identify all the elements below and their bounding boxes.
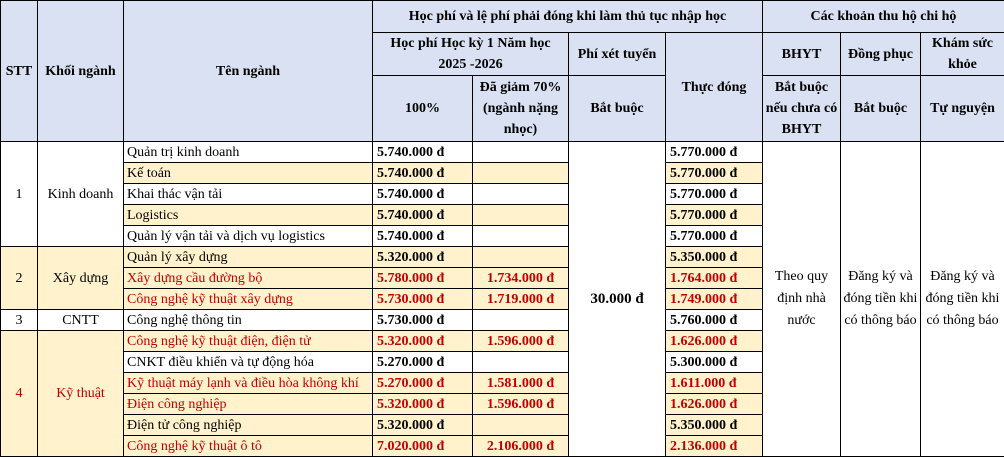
fee-actual: 5.760.000 đ xyxy=(666,310,763,331)
header-collect-group: Các khoản thu hộ chi hộ xyxy=(763,1,1004,33)
fee-full: 5.740.000 đ xyxy=(373,184,473,205)
group-stt: 2 xyxy=(1,247,38,310)
fee-reduced xyxy=(473,142,569,163)
major-name: Logistics xyxy=(124,205,373,226)
fee-actual: 5.770.000 đ xyxy=(666,184,763,205)
major-name: Quản trị kinh doanh xyxy=(124,142,373,163)
fee-full: 5.270.000 đ xyxy=(373,352,473,373)
fee-full: 5.740.000 đ xyxy=(373,205,473,226)
group-name: Kinh doanh xyxy=(38,142,124,247)
header-kham-suc-khoe: Khám sức khỏe xyxy=(921,33,1004,76)
major-name: Công nghệ kỹ thuật ô tô xyxy=(124,436,373,457)
header-dong-phuc-sub: Bắt buộc xyxy=(841,76,921,142)
table-header xyxy=(1,1,1004,142)
fee-reduced: 1.734.000 đ xyxy=(473,268,569,289)
header-bat-buoc: Bắt buộc xyxy=(569,76,666,142)
fee-reduced xyxy=(473,352,569,373)
major-name: Khai thác vận tải xyxy=(124,184,373,205)
fee-actual: 5.770.000 đ xyxy=(666,142,763,163)
fee-reduced xyxy=(473,163,569,184)
header-bhyt-sub: Bắt buộc nếu chưa có BHYT xyxy=(763,76,841,142)
fee-actual: 1.611.000 đ xyxy=(666,373,763,394)
group-name: Xây dựng xyxy=(38,247,124,310)
major-name: Công nghệ kỹ thuật xây dựng xyxy=(124,289,373,310)
header-ten-nganh: Tên ngành xyxy=(124,1,373,142)
header-phi-xet-tuyen: Phí xét tuyển xyxy=(569,33,666,76)
fee-reduced: 1.596.000 đ xyxy=(473,331,569,352)
fee-actual: 1.626.000 đ xyxy=(666,394,763,415)
fee-full: 5.780.000 đ xyxy=(373,268,473,289)
fee-full: 5.320.000 đ xyxy=(373,247,473,268)
fee-actual: 2.136.000 đ xyxy=(666,436,763,457)
fee-reduced xyxy=(473,247,569,268)
fee-reduced xyxy=(473,226,569,247)
header-bhyt: BHYT xyxy=(763,33,841,76)
fee-reduced xyxy=(473,205,569,226)
major-name: CNKT điều khiển và tự động hóa xyxy=(124,352,373,373)
fee-actual: 5.770.000 đ xyxy=(666,226,763,247)
group-stt: 1 xyxy=(1,142,38,247)
fee-full: 5.320.000 đ xyxy=(373,394,473,415)
fee-full: 7.020.000 đ xyxy=(373,436,473,457)
fee-actual: 1.764.000 đ xyxy=(666,268,763,289)
major-name: Công nghệ thông tin xyxy=(124,310,373,331)
fee-actual: 5.770.000 đ xyxy=(666,163,763,184)
group-stt: 3 xyxy=(1,310,38,331)
kham-note: Đăng ký và đóng tiền khi có thông báo xyxy=(921,142,1004,457)
header-khoi-nganh: Khối ngành xyxy=(38,1,124,142)
fee-reduced xyxy=(473,310,569,331)
table-row xyxy=(1,142,1004,163)
fee-full: 5.320.000 đ xyxy=(373,415,473,436)
fee-full: 5.270.000 đ xyxy=(373,373,473,394)
fee-reduced: 1.596.000 đ xyxy=(473,394,569,415)
phi-xet-tuyen-value: 30.000 đ xyxy=(569,142,666,457)
fee-full: 5.740.000 đ xyxy=(373,142,473,163)
fee-full: 5.730.000 đ xyxy=(373,289,473,310)
fee-reduced: 2.106.000 đ xyxy=(473,436,569,457)
group-stt: 4 xyxy=(1,331,38,457)
header-hoc-phi: Học phí Học kỳ 1 Năm học 2025 -2026 xyxy=(373,33,569,76)
fee-full: 5.740.000 đ xyxy=(373,226,473,247)
fee-reduced: 1.581.000 đ xyxy=(473,373,569,394)
major-name: Công nghệ kỹ thuật điện, điện tử xyxy=(124,331,373,352)
header-stt: STT xyxy=(1,1,38,142)
header-fee-group: Học phí và lệ phí phải đóng khi làm thủ tục nhập học xyxy=(373,1,763,33)
header-kham-sub: Tự nguyện xyxy=(921,76,1004,142)
fee-reduced xyxy=(473,184,569,205)
major-name: Điện tử công nghiệp xyxy=(124,415,373,436)
major-name: Điện công nghiệp xyxy=(124,394,373,415)
fee-actual: 5.350.000 đ xyxy=(666,247,763,268)
group-name: CNTT xyxy=(38,310,124,331)
fee-actual: 5.350.000 đ xyxy=(666,415,763,436)
group-name: Kỹ thuật xyxy=(38,331,124,457)
header-100-percent: 100% xyxy=(373,76,473,142)
bhyt-note: Theo quy định nhà nước xyxy=(763,142,841,457)
fee-actual: 1.626.000 đ xyxy=(666,331,763,352)
major-name: Xây dựng cầu đường bộ xyxy=(124,268,373,289)
fee-actual: 1.749.000 đ xyxy=(666,289,763,310)
fee-full: 5.730.000 đ xyxy=(373,310,473,331)
header-dong-phuc: Đồng phục xyxy=(841,33,921,76)
major-name: Kế toán xyxy=(124,163,373,184)
fee-reduced: 1.719.000 đ xyxy=(473,289,569,310)
header-da-giam: Đã giảm 70% (ngành nặng nhọc) xyxy=(473,76,569,142)
fee-actual: 5.770.000 đ xyxy=(666,205,763,226)
fee-actual: 5.300.000 đ xyxy=(666,352,763,373)
major-name: Quản lý vận tải và dịch vụ logistics xyxy=(124,226,373,247)
major-name: Quản lý xây dựng xyxy=(124,247,373,268)
fee-full: 5.740.000 đ xyxy=(373,163,473,184)
major-name: Kỹ thuật máy lạnh và điều hòa không khí xyxy=(124,373,373,394)
header-thuc-dong: Thực đóng xyxy=(666,33,763,142)
fee-full: 5.320.000 đ xyxy=(373,331,473,352)
table-body xyxy=(1,142,1004,457)
fee-reduced xyxy=(473,415,569,436)
dong-phuc-note: Đăng ký và đóng tiền khi có thông báo xyxy=(841,142,921,457)
